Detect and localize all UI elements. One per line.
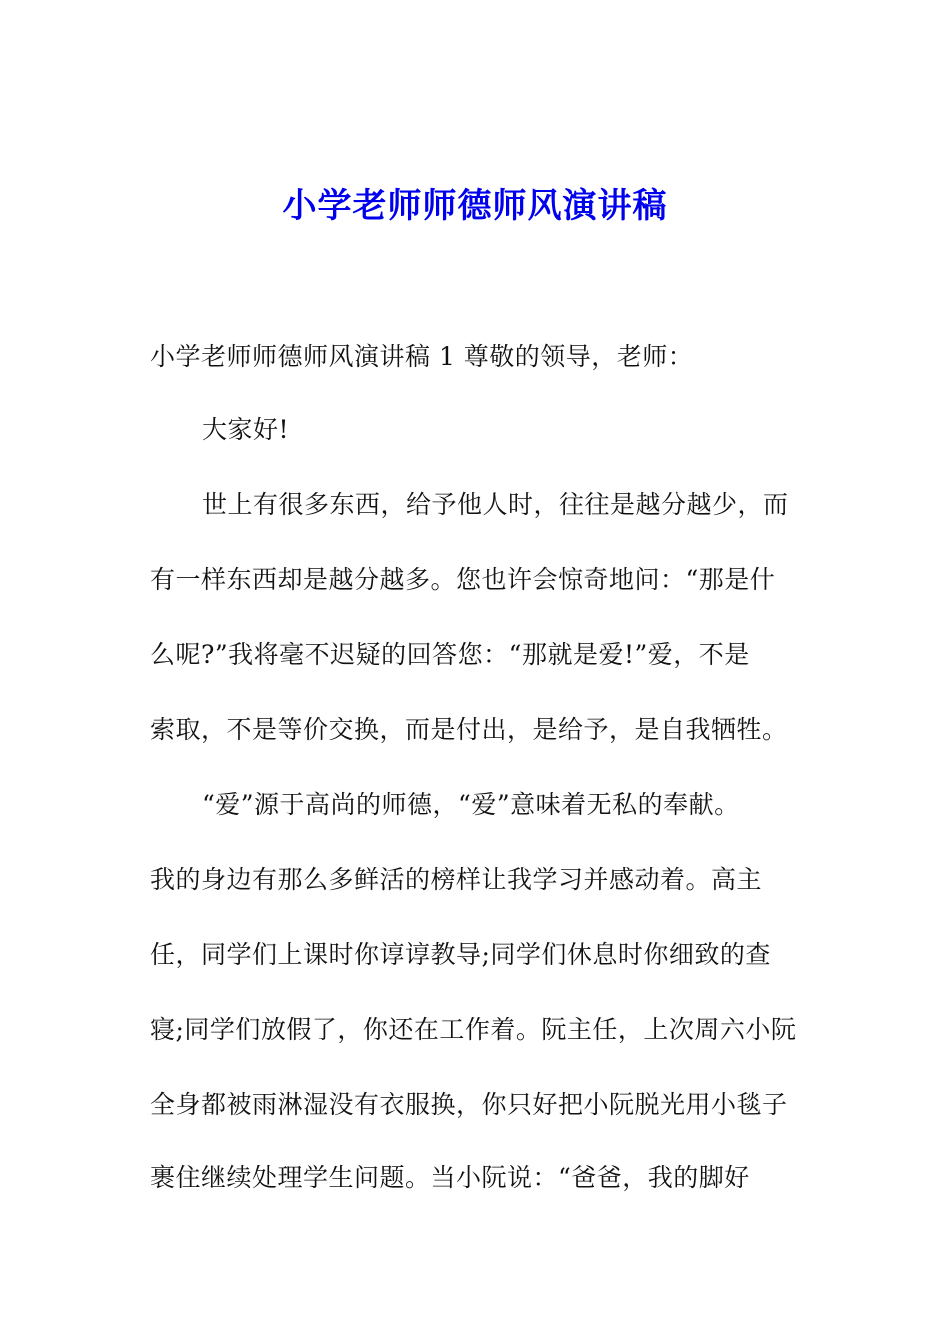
text-line: 任，同学们上课时你谆谆教导;同学们休息时你细致的查 — [150, 940, 771, 969]
text-line: 索取，不是等价交换，而是付出，是给予，是自我牺牲。 — [150, 715, 788, 744]
text-line: “爱”源于高尚的师德，“爱”意味着无私的奉献。 — [202, 790, 740, 819]
text-line: 世上有很多东西，给予他人时，往往是越分越少，而 — [202, 490, 789, 519]
text-line: 寝;同学们放假了，你还在工作着。阮主任，上次周六小阮 — [150, 1015, 797, 1044]
text-line: 有一样东西却是越分越多。您也许会惊奇地问：“那是什 — [150, 565, 776, 594]
text-line: 裹住继续处理学生问题。当小阮说：“爸爸，我的脚好 — [150, 1163, 750, 1192]
document-title: 小学老师师德师风演讲稿 — [282, 186, 668, 226]
text-line: 么呢?”我将毫不迟疑的回答您：“那就是爱!”爱，不是 — [150, 640, 750, 669]
text-line: 小学老师师德师风演讲稿 1 尊敬的领导，老师： — [150, 342, 694, 371]
text-line: 我的身边有那么多鲜活的榜样让我学习并感动着。高主 — [150, 865, 763, 894]
text-line: 全身都被雨淋湿没有衣服换，你只好把小阮脱光用小毯子 — [150, 1090, 788, 1119]
text-line: 大家好! — [202, 415, 290, 444]
